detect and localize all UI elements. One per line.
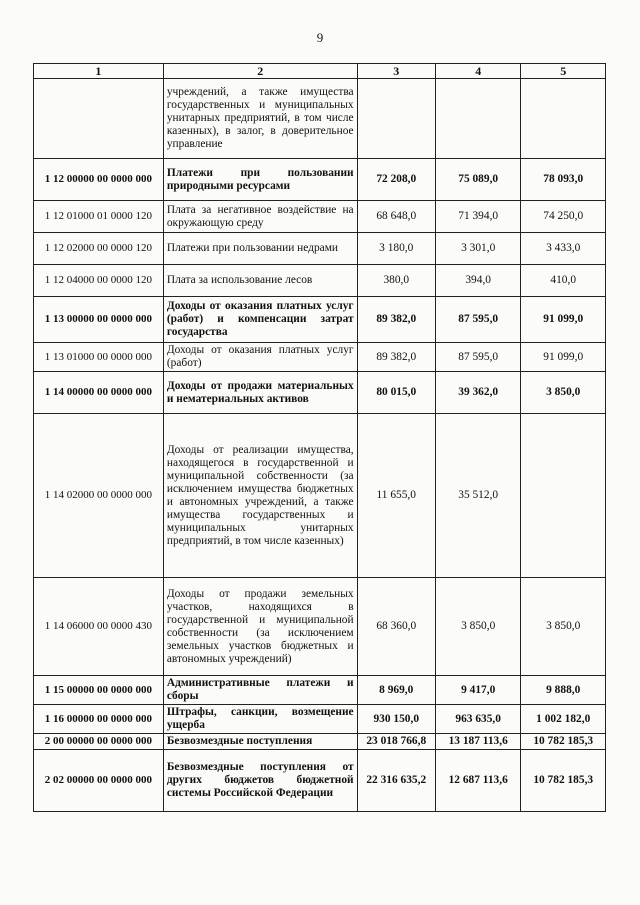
row-value-2024: 80 015,0 — [357, 372, 435, 414]
row-code: 2 00 00000 00 0000 000 — [34, 734, 164, 750]
row-name: Доходы от продажи материальных и нематериальных активов — [163, 372, 357, 414]
row-name: Доходы от реализации имущества, находящегося в государственной и муниципальной собственности (за исключением имущества бюджетных и автономных учреждений, а также имущества государственных и муниципальных унитарных предприятий, в том числе казенных) — [163, 414, 357, 578]
row-value-2025 — [435, 79, 521, 159]
table-body — [34, 79, 606, 812]
row-code — [34, 79, 164, 159]
row-value-2026: 91 099,0 — [521, 297, 606, 343]
row-value-2024: 89 382,0 — [357, 343, 435, 372]
row-value-2025: 35 512,0 — [435, 414, 521, 578]
row-name: учреждений, а также имущества государственных и муниципальных унитарных предприятий, в том числе казенных), в залог, в доверительное управление — [163, 79, 357, 159]
row-value-2025: 13 187 113,6 — [435, 734, 521, 750]
row-value-2024: 68 648,0 — [357, 201, 435, 233]
table-header-row — [34, 64, 606, 79]
row-value-2024: 89 382,0 — [357, 297, 435, 343]
row-value-2024: 23 018 766,8 — [357, 734, 435, 750]
column-header: 1 — [34, 64, 164, 79]
table-row — [34, 676, 606, 705]
row-code: 1 13 01000 00 0000 000 — [34, 343, 164, 372]
row-name: Доходы от оказания платных услуг (работ) и компенсации затрат государства — [163, 297, 357, 343]
row-value-2026: 10 782 185,3 — [521, 750, 606, 812]
row-value-2025: 71 394,0 — [435, 201, 521, 233]
row-code: 1 14 00000 00 0000 000 — [34, 372, 164, 414]
column-header: 2 — [163, 64, 357, 79]
row-value-2026 — [521, 79, 606, 159]
page-number: 9 — [316, 30, 324, 45]
row-value-2025: 9 417,0 — [435, 676, 521, 705]
row-value-2024: 930 150,0 — [357, 705, 435, 734]
row-code: 1 13 00000 00 0000 000 — [34, 297, 164, 343]
table-row — [34, 372, 606, 414]
row-value-2026: 9 888,0 — [521, 676, 606, 705]
row-name: Доходы от оказания платных услуг (работ) — [163, 343, 357, 372]
table-row — [34, 297, 606, 343]
row-value-2024: 68 360,0 — [357, 578, 435, 676]
row-value-2025: 75 089,0 — [435, 159, 521, 201]
column-header: 3 — [357, 64, 435, 79]
row-code: 1 14 06000 00 0000 430 — [34, 578, 164, 676]
row-name: Плата за негативное воздействие на окружающую среду — [163, 201, 357, 233]
table-row — [34, 265, 606, 297]
row-code: 2 02 00000 00 0000 000 — [34, 750, 164, 812]
row-name: Плата за использование лесов — [163, 265, 357, 297]
row-value-2026: 78 093,0 — [521, 159, 606, 201]
row-value-2024: 11 655,0 — [357, 414, 435, 578]
row-name: Административные платежи и сборы — [163, 676, 357, 705]
table-row — [34, 414, 606, 578]
row-value-2025: 87 595,0 — [435, 343, 521, 372]
row-code: 1 12 01000 01 0000 120 — [34, 201, 164, 233]
column-header: 4 — [435, 64, 521, 79]
table-row — [34, 734, 606, 750]
row-code: 1 14 02000 00 0000 000 — [34, 414, 164, 578]
row-value-2026 — [521, 414, 606, 578]
row-value-2026: 3 850,0 — [521, 372, 606, 414]
row-name: Платежи при пользовании недрами — [163, 233, 357, 265]
row-value-2024: 72 208,0 — [357, 159, 435, 201]
row-value-2025: 394,0 — [435, 265, 521, 297]
table-row — [34, 705, 606, 734]
row-value-2026: 10 782 185,3 — [521, 734, 606, 750]
row-value-2024: 22 316 635,2 — [357, 750, 435, 812]
table-row — [34, 233, 606, 265]
row-value-2025: 3 850,0 — [435, 578, 521, 676]
row-value-2024: 380,0 — [357, 265, 435, 297]
row-value-2025: 87 595,0 — [435, 297, 521, 343]
row-value-2026: 91 099,0 — [521, 343, 606, 372]
column-header: 5 — [521, 64, 606, 79]
row-value-2025: 12 687 113,6 — [435, 750, 521, 812]
table-row — [34, 750, 606, 812]
row-code: 1 15 00000 00 0000 000 — [34, 676, 164, 705]
row-name: Штрафы, санкции, возмещение ущерба — [163, 705, 357, 734]
table-row — [34, 159, 606, 201]
row-name: Безвозмездные поступления от других бюджетов бюджетной системы Российской Федерации — [163, 750, 357, 812]
row-value-2024 — [357, 79, 435, 159]
row-value-2026: 3 433,0 — [521, 233, 606, 265]
table-row — [34, 578, 606, 676]
row-value-2026: 410,0 — [521, 265, 606, 297]
table-row — [34, 201, 606, 233]
row-value-2026: 74 250,0 — [521, 201, 606, 233]
row-name: Безвозмездные поступления — [163, 734, 357, 750]
row-code: 1 12 00000 00 0000 000 — [34, 159, 164, 201]
row-value-2024: 3 180,0 — [357, 233, 435, 265]
row-code: 1 16 00000 00 0000 000 — [34, 705, 164, 734]
row-value-2026: 3 850,0 — [521, 578, 606, 676]
row-name: Доходы от продажи земельных участков, находящихся в государственной и муниципальной собственности (за исключением земельных участков бюджетных и автономных учреждений) — [163, 578, 357, 676]
row-name: Платежи при пользовании природными ресурсами — [163, 159, 357, 201]
row-code: 1 12 04000 00 0000 120 — [34, 265, 164, 297]
table-row — [34, 343, 606, 372]
row-value-2024: 8 969,0 — [357, 676, 435, 705]
row-code: 1 12 02000 00 0000 120 — [34, 233, 164, 265]
row-value-2025: 39 362,0 — [435, 372, 521, 414]
table-row — [34, 79, 606, 159]
row-value-2025: 3 301,0 — [435, 233, 521, 265]
row-value-2025: 963 635,0 — [435, 705, 521, 734]
budget-table — [33, 63, 606, 812]
row-value-2026: 1 002 182,0 — [521, 705, 606, 734]
